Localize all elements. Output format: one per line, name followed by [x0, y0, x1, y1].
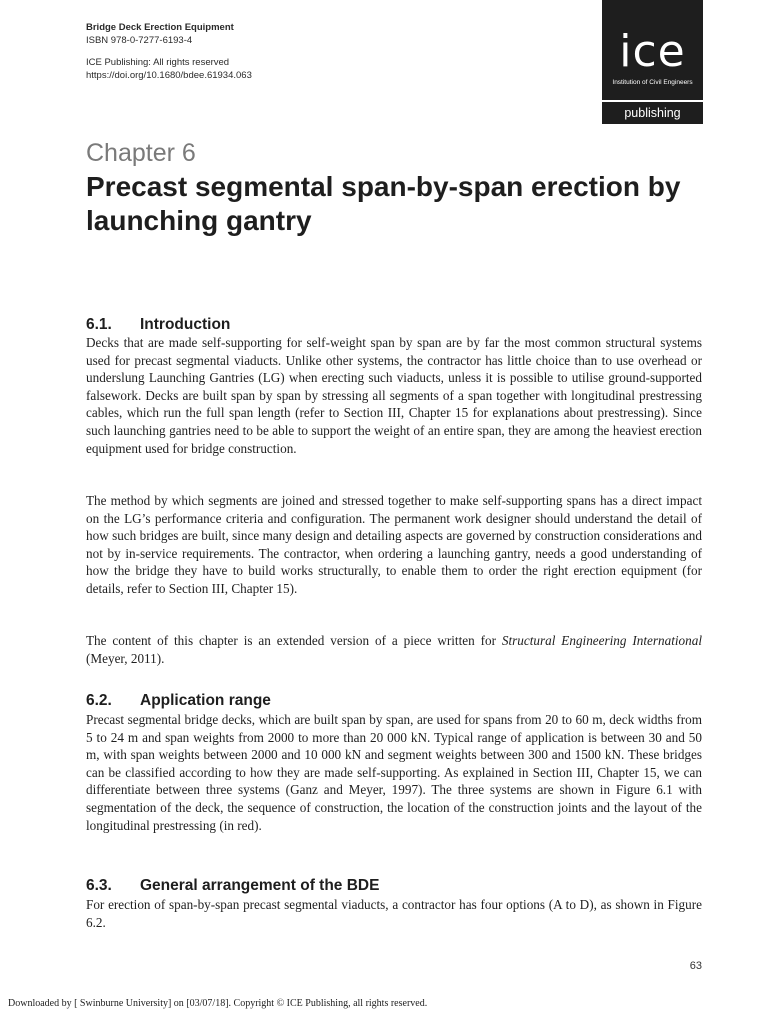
download-footer: Downloaded by [ Swinburne University] on [03/07/18]. Copyright © ICE Publishing, all rights reserved.	[8, 998, 428, 1009]
chapter-title: Precast segmental span-by-span erection by launching gantry	[86, 171, 681, 236]
section-heading-introduction	[86, 315, 230, 335]
section-number: 6.3.	[86, 877, 112, 894]
doi-link[interactable]: https://doi.org/10.1680/bdee.61934.063	[86, 69, 252, 81]
logo-institution: Institution of Civil Engineers	[612, 79, 693, 86]
chapter-label: Chapter 6	[86, 139, 196, 167]
paragraph: The method by which segments are joined and stressed together to make self-supporting spans has a direct impact on the LG’s performance criteria and configuration. The permanent work designer should understand the detail of how such bridges are built, since many design and detailing aspects are governed by construction considerations and not by in-service requirements. The contractor, when ordering a launching gantry, needs a good understanding of how the bridge they have to build works structurally, to enable them to order the right erection equipment (for details, refer to Section III, Chapter 15).	[86, 493, 702, 596]
section-heading-general-arrangement	[86, 876, 379, 896]
isbn: ISBN 978-0-7277-6193-4	[86, 34, 193, 46]
logo-publishing: publishing	[602, 102, 703, 124]
ice-publishing-logo	[602, 0, 703, 124]
section-title: General arrangement of the BDE	[140, 877, 380, 894]
book-title: Bridge Deck Erection Equipment	[86, 22, 234, 33]
paragraph: Precast segmental bridge decks, which are built span by span, are used for spans from 20 to 60 m, deck widths from 5 to 24 m and span weights from 2000 to more than 20 000 kN. Typical range of application is between 30 and 50 m, with span weights between 2000 and 10 000 kN and segment weights between 300 and 1500 kN. These bridges can be classified according to how they are made self-supporting. As explained in Section III, Chapter 15, we can differentiate between three systems (Ganz and Meyer, 1997). The three systems are shown in Figure 6.1 with segmentation of the deck, the sequence of construction, the location of the construction joints and the layout of the longitudinal prestressing (in red).	[86, 712, 702, 833]
section-number: 6.2.	[86, 692, 112, 709]
section-number: 6.1.	[86, 316, 112, 333]
logo-wordmark: ice	[619, 26, 686, 77]
section-title: Introduction	[140, 316, 231, 333]
paragraph: For erection of span-by-span precast segmental viaducts, a contractor has four options (A to D), as shown in Figure 6.2.	[86, 897, 702, 930]
citation-tail: (Meyer, 2011).	[86, 650, 165, 666]
paragraph-text: The content of this chapter is an extended version of a piece written for	[86, 633, 496, 648]
paragraph: Decks that are made self-supporting for self-weight span by span are by far the most common structural systems used for precast segmental viaducts. Unlike other systems, the contractor has little choice than to use overhead or underslung Launching Gantries (LG) when erecting such viaducts, unless it is possible to utilise ground-supported falsework. Decks are built span by span by stressing all segments of a span together with longitudinal prestressing cables, which run the full span length (refer to Section III, Chapter 15 for explanations about prestressing). Since such launching gantries need to be able to support the weight of an entire span, they are among the heaviest erection equipment used for bridge construction.	[86, 335, 702, 456]
paragraph-citation	[86, 632, 702, 667]
book-header	[86, 22, 252, 82]
section-title: Application range	[140, 692, 271, 709]
publisher-line: ICE Publishing: All rights reserved	[86, 57, 230, 68]
page-number: 63	[689, 960, 702, 972]
journal-title: Structural Engineering International	[501, 633, 702, 648]
section-heading-application-range	[86, 691, 271, 711]
